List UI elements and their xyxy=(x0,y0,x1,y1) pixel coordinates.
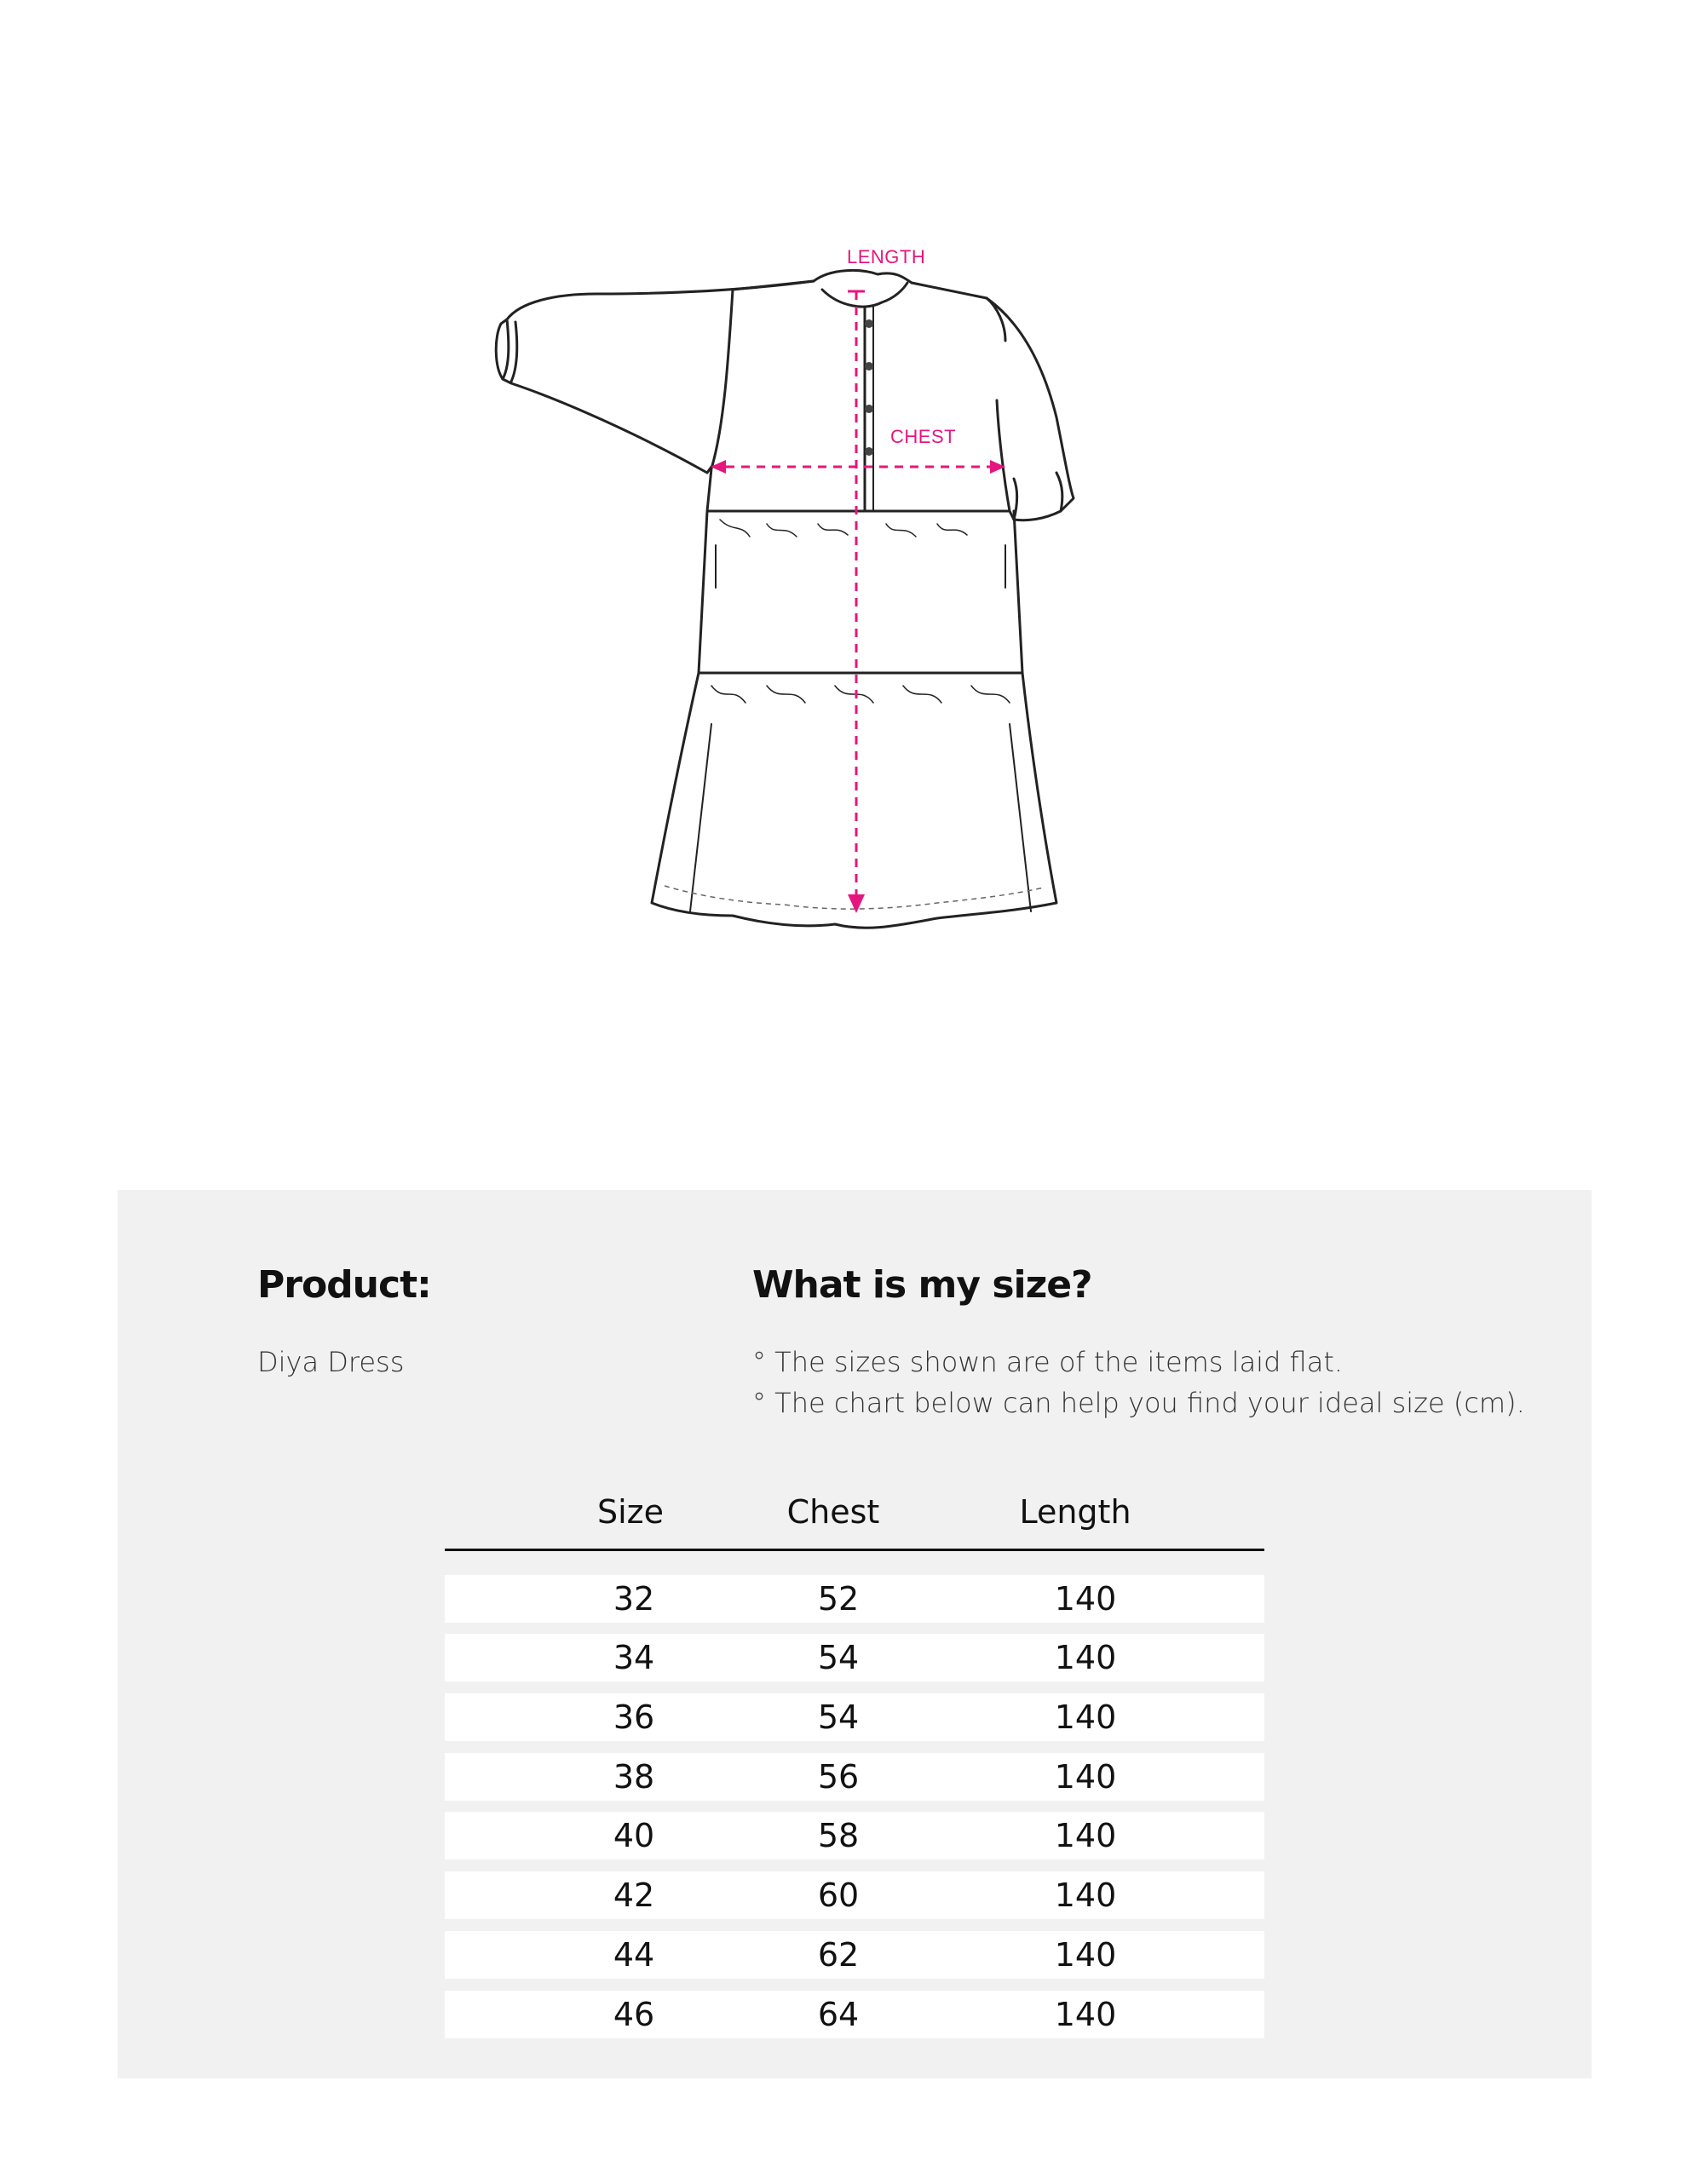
size-cell: 44 xyxy=(613,1936,655,1974)
bodice-outline xyxy=(707,281,1010,511)
size-cell: 36 xyxy=(613,1698,655,1736)
size-cell: 38 xyxy=(613,1758,655,1796)
table-row xyxy=(445,1991,1264,2038)
button xyxy=(865,447,873,456)
chest-cell: 54 xyxy=(817,1698,860,1736)
length-cell: 140 xyxy=(1054,1580,1117,1618)
chest-label: CHEST xyxy=(890,426,957,447)
product-heading: Product: xyxy=(257,1263,431,1307)
table-row xyxy=(445,1812,1264,1859)
table-row xyxy=(445,1634,1264,1681)
size-note: ° The sizes shown are of the items laid flat. xyxy=(752,1346,1344,1378)
chest-cell: 62 xyxy=(817,1936,860,1974)
size-cell: 34 xyxy=(613,1639,655,1676)
left-sleeve xyxy=(496,281,814,473)
length-cell: 140 xyxy=(1054,1936,1117,1974)
chest-cell: 54 xyxy=(817,1639,860,1676)
column-header-size: Size xyxy=(596,1493,664,1531)
chest-cell: 64 xyxy=(817,1996,860,2033)
chest-cell: 60 xyxy=(817,1877,860,1914)
length-cell: 140 xyxy=(1054,1817,1117,1854)
column-header-length: Length xyxy=(1019,1493,1131,1531)
chest-cell: 56 xyxy=(817,1758,860,1796)
size-cell: 46 xyxy=(613,1996,655,2033)
length-cell: 140 xyxy=(1054,1877,1117,1914)
column-header-chest: Chest xyxy=(786,1493,880,1531)
table-row xyxy=(445,1693,1264,1741)
length-cell: 140 xyxy=(1054,1758,1117,1796)
size-cell: 40 xyxy=(613,1817,655,1854)
table-row xyxy=(445,1753,1264,1801)
table-row xyxy=(445,1575,1264,1623)
length-cell: 140 xyxy=(1054,1639,1117,1676)
size-cell: 42 xyxy=(613,1877,655,1914)
tier-one xyxy=(699,511,1022,673)
table-row xyxy=(445,1931,1264,1979)
chest-cell: 52 xyxy=(817,1580,860,1618)
neckline xyxy=(814,270,912,283)
size-note: ° The chart below can help you find your ideal size (cm). xyxy=(752,1387,1525,1419)
length-arrow-head xyxy=(848,894,865,913)
length-label: LENGTH xyxy=(847,246,926,267)
tier-two xyxy=(652,673,1056,928)
button xyxy=(865,362,873,371)
header-rule xyxy=(445,1549,1264,1551)
button xyxy=(865,319,873,328)
size-heading: What is my size? xyxy=(752,1263,1092,1307)
length-cell: 140 xyxy=(1054,1996,1117,2033)
chest-cell: 58 xyxy=(817,1817,860,1854)
table-row xyxy=(445,1871,1264,1919)
product-name: Diya Dress xyxy=(257,1346,405,1378)
length-cell: 140 xyxy=(1054,1698,1117,1736)
size-cell: 32 xyxy=(613,1580,655,1618)
button xyxy=(865,405,873,413)
